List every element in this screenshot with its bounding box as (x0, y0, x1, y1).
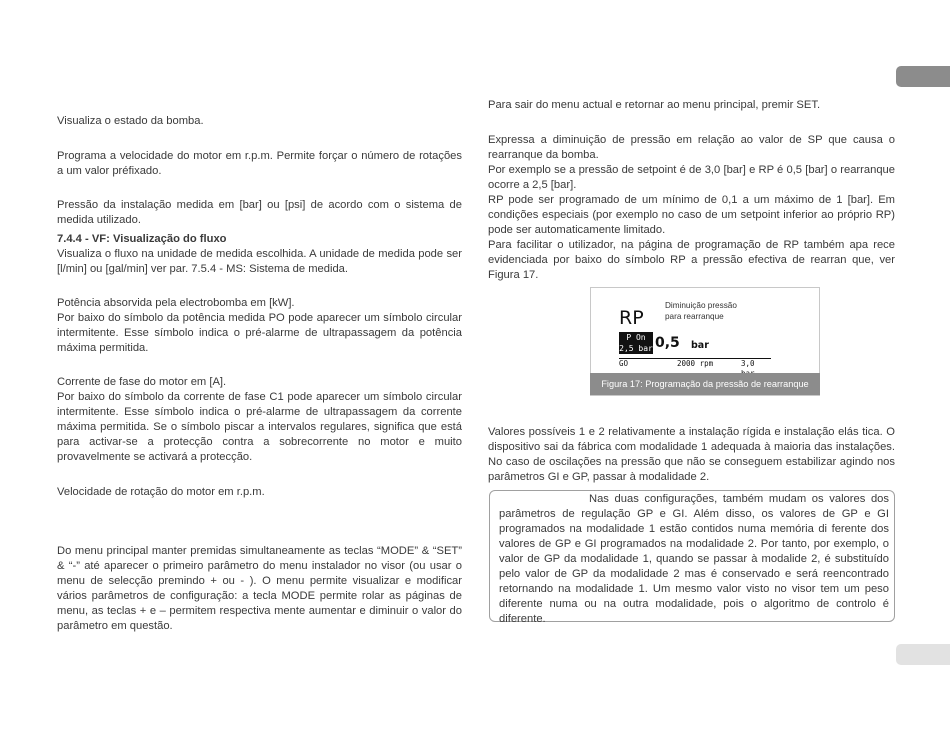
lcd-value: 0,5 (655, 335, 680, 351)
lcd-label: Diminuição pressão para rearranque (665, 301, 737, 321)
lcd-display (619, 300, 769, 368)
rp-example: Por exemplo se a pressão de setpoint é de 3,0 [bar] e RP é 0,5 [bar] o rearranque ocorre a 2,5 [bar]. (488, 164, 895, 191)
page-tab-bottom (896, 644, 950, 665)
lcd-inv-line2: 2,5 bar (619, 344, 653, 353)
note-box (489, 490, 895, 625)
lcd-inverted-box (619, 332, 653, 354)
figure-caption: Figura 17: Programação da pressão de rearranque (590, 373, 820, 395)
lcd-bottom-mid: 2000 rpm (677, 359, 714, 368)
lcd-symbol: RP (619, 307, 644, 329)
note-text-wrapper (499, 492, 889, 627)
lcd-bottom-left: GO (619, 359, 629, 368)
rp-range: RP pode ser programado de um mínimo de 0,1 a um máximo de 1 [bar]. Em condições especiais (por exemplo no caso de um setpoint inferior ao próprio RP) pode ser automaticamente limitado. (488, 194, 895, 236)
lcd-inv-line1: P On (626, 333, 646, 342)
mode-values-description: Valores possíveis 1 e 2 relativamente a instalação rígida e instalação elás tica. O dispositivo sai da fábrica com modalidade 1 adequada à maioria das instalações. No caso de oscilações na pressão que não se conseguem estabilizar agindo nos parâmetros GI e GP, passar à modalidade 2. (488, 426, 895, 483)
page-tab-top (896, 66, 950, 87)
lcd-unit: bar (691, 340, 709, 351)
rp-display-note: Para facilitar o utilizador, na página de programação de RP também apa rece evidenciada por baixo do símbolo RP a pressão efectiva de rearran que, ver Figura 17. (488, 239, 895, 281)
figure-17 (590, 287, 820, 396)
power-description: Potência absorvida pela electrobomba em [kW]. (57, 297, 295, 309)
rpm-setting-description: Programa a velocidade do motor em r.p.m. Permite forçar o número de rotações a um valor préfixado. (57, 150, 462, 177)
note-text: Nas duas configurações, também mudam os valores dos parâmetros de regulação GP e GI. Além disso, os valores de GP e GI programados na modalidade 1 estão contidos numa memória di ferente dos valores de GP e GI programados na modalidade 2. Por tanto, por exemplo, o valor de GP da modalidade 1, quando se passar à modalide 2, é substituído pelo valor de GP da modalidade 2 mas é conservado e será reencontrado retornando na modalidade 1. Um mesmo valor visto no visor tem um peso diferente numa ou na outra modalidade, pois o algoritmo de controlo é diferente. (499, 493, 889, 625)
status-description: Visualiza o estado da bomba. (57, 115, 204, 127)
rotation-speed-description: Velocidade de rotação do motor em r.p.m. (57, 486, 265, 498)
current-alarm-description: Por baixo do símbolo da corrente de fase C1 pode aparecer um símbolo circular intermitente. Esse símbolo indica o pré-alarme de ultrapassagem da corrente máxima permitida. Se o símbolo piscar a intervalos regulares, significa que está para activar-se a protecção contra a sobrecorrente no motor e muito provavelmente se activará a protecção. (57, 391, 462, 463)
pressure-description: Pressão da instalação medida em [bar] ou [psi] de acordo com o sistema de medida utilizado. (57, 199, 462, 226)
power-alarm-description: Por baixo do símbolo da potência medida PO pode aparecer um símbolo circular intermitente. Esse símbolo indica o pré-alarme de ultrapassagem da potência máxima permitida. (57, 312, 462, 354)
current-description: Corrente de fase do motor em [A]. (57, 376, 227, 388)
lcd-bottom-right: 3,0 (741, 359, 755, 368)
flow-description: Visualiza o fluxo na unidade de medida escolhida. A unidade de medida pode ser [l/min] ou [gal/min] ver par. 7.5.4 - MS: Sistema de medida. (57, 248, 462, 275)
exit-menu-description: Para sair do menu actual e retornar ao menu principal, premir SET. (488, 99, 821, 111)
installer-menu-description: Do menu principal manter premidas simultaneamente as teclas “MODE” & “SET” & “-” até aparecer o primeiro parâmetro do menu instalador no visor (ou usar o menu de selecção premindo + ou - ). O menu permite visualizar e modificar vários parâmetros de configuração: a tecla MODE permite rolar as páginas de menu, as teclas + e – permitem respectiva mente aumentar e diminuir o valor do parâmetro em questão. (57, 545, 462, 632)
section-heading-vf: 7.4.4 - VF: Visualização do fluxo (57, 233, 227, 245)
rp-description: Expressa a diminuição de pressão em relação ao valor de SP que causa o rearranque da bomba. (488, 134, 895, 161)
